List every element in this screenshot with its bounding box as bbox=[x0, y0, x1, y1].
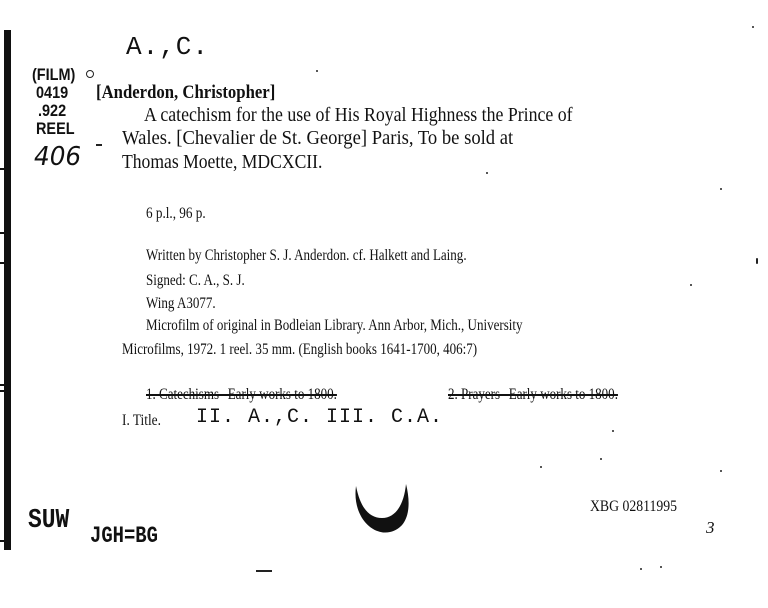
edge-tick bbox=[0, 262, 8, 264]
speck bbox=[316, 70, 318, 72]
speck bbox=[756, 258, 758, 264]
call-number: 0419 bbox=[36, 83, 69, 102]
edge-tick bbox=[0, 232, 8, 234]
title-line-3: Thomas Moette, MDCXCII. bbox=[122, 151, 323, 173]
note-2: Signed: C. A., S. J. bbox=[146, 272, 245, 289]
speck bbox=[640, 568, 642, 570]
note-5: Microfilms, 1972. 1 reel. 35 mm. (English books 1641-1700, 406:7) bbox=[122, 341, 478, 358]
speck bbox=[600, 458, 602, 460]
speck bbox=[752, 26, 754, 28]
punch-hole-mark bbox=[350, 480, 414, 540]
reel-label: REEL bbox=[36, 119, 75, 138]
heading: [Anderdon, Christopher] bbox=[96, 82, 276, 103]
note-4: Microfilm of original in Bodleian Library. Ann Arbor, Mich., University bbox=[146, 317, 523, 334]
edge-tick bbox=[0, 168, 8, 170]
edge-tick bbox=[0, 390, 8, 392]
note-3: Wing A3077. bbox=[146, 295, 216, 312]
speck bbox=[690, 284, 692, 286]
subject-2-struck: 2. Prayers--Early works to 1800. bbox=[448, 386, 618, 403]
stray-dash bbox=[96, 144, 102, 146]
degree-mark bbox=[86, 70, 94, 78]
stamp-jgh: JGH=BG bbox=[90, 523, 158, 549]
speck bbox=[660, 566, 662, 568]
title-line-1: A catechism for the use of His Royal Highness the Prince of bbox=[144, 104, 573, 126]
edge-tick bbox=[0, 540, 8, 542]
subject-1-struck: 1. Catechisms--Early works to 1800. bbox=[146, 386, 337, 403]
speck bbox=[720, 188, 722, 190]
film-edge-bar bbox=[4, 30, 11, 550]
title-line-2: Wales. [Chevalier de St. George] Paris, To be sold at bbox=[122, 127, 514, 149]
speck bbox=[612, 430, 614, 432]
call-film: (FILM) bbox=[32, 65, 76, 84]
edge-tick bbox=[0, 384, 8, 386]
added-title: I. Title. bbox=[122, 412, 161, 429]
collation: 6 p.l., 96 p. bbox=[146, 205, 206, 222]
call-sub: .922 bbox=[38, 101, 67, 120]
control-number: XBG 02811995 bbox=[590, 498, 678, 515]
stamp-suw: SUW bbox=[28, 506, 70, 536]
speck bbox=[720, 470, 722, 472]
corner-mark: 3 bbox=[706, 518, 715, 537]
initials-top: A.,C. bbox=[126, 32, 210, 62]
speck bbox=[486, 172, 488, 174]
added-typed: II. A.,C. III. C.A. bbox=[196, 406, 444, 429]
reel-number: 406 bbox=[34, 142, 82, 172]
note-1: Written by Christopher S. J. Anderdon. cf. Halkett and Laing. bbox=[146, 247, 467, 264]
bottom-dash bbox=[256, 570, 272, 572]
speck bbox=[540, 466, 542, 468]
